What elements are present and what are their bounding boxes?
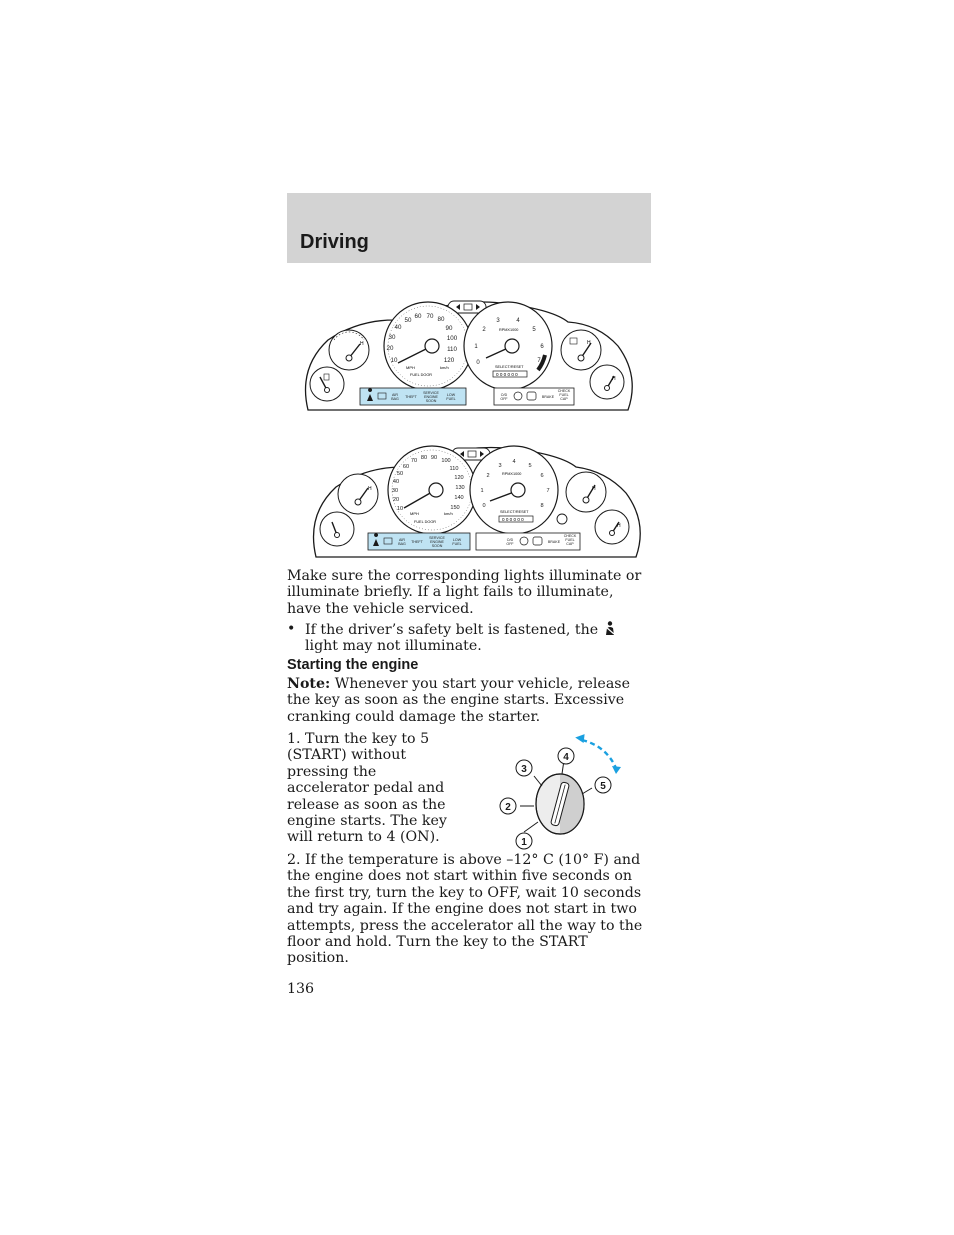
tach-tick: 2 — [482, 327, 486, 333]
speedo-tick: 90 — [445, 325, 453, 332]
tach-tick: 3 — [498, 463, 502, 469]
warn-airbag: AIR BAG — [398, 538, 406, 546]
speedo-tick: 30 — [388, 334, 396, 341]
speedo-tick: 120 — [454, 475, 464, 481]
speedo-tick: 150 — [450, 505, 460, 511]
tach-tick: 2 — [486, 473, 490, 479]
ignition-position-4: 4 — [563, 752, 569, 763]
warn-theft: THEFT — [405, 395, 417, 399]
speedo-tick: 40 — [394, 324, 402, 331]
page-number: 136 — [287, 981, 315, 997]
seatbelt-icon — [603, 621, 617, 636]
tach-tick: 5 — [532, 327, 536, 333]
svg-text:H: H — [612, 376, 616, 382]
tach-tick: 0 — [476, 360, 480, 366]
tach-tick: 6 — [540, 344, 544, 350]
speedo-tick: 50 — [396, 471, 404, 477]
tach-tick: 3 — [496, 318, 500, 324]
speedo-tick: 60 — [402, 464, 410, 470]
ignition-position-5: 5 — [600, 781, 606, 792]
warn-lowfuel: LOW FUEL — [452, 538, 462, 546]
ignition-switch-diagram — [494, 730, 624, 856]
tach-tick: 7 — [546, 488, 550, 494]
svg-text:H: H — [592, 486, 596, 492]
note-text: Whenever you start your vehicle, release the key as soon as the engine starts. Excessive cranking could damage the starter. — [287, 676, 630, 725]
note-paragraph — [287, 676, 651, 725]
odometer: 0 0 0 0 0 0 — [496, 372, 518, 377]
tach-label: RPMX1000 — [499, 328, 519, 332]
intro-paragraph: Make sure the corresponding lights illuminate or illuminate briefly. If a light fails to illuminate, have the vehicle serviced. — [287, 568, 642, 617]
warn-od-off: O/D OFF — [500, 393, 508, 401]
odometer: 0 0 0 0 0 0 — [502, 517, 524, 522]
tach-tick: 5 — [528, 463, 532, 469]
step-1: 1. Turn the key to 5 (START) without pressing the accelerator pedal and release as soon as the engine starts. The key will return to 4 (ON). — [287, 731, 447, 846]
speedo-tick: 140 — [454, 495, 464, 501]
warn-theft: THEFT — [411, 540, 423, 544]
speedo-unit-km: km/h — [444, 511, 453, 516]
speedo-tick: 130 — [455, 485, 465, 491]
warn-service: SERVICE ENGINE SOON — [423, 391, 439, 403]
tach-tick: 0 — [482, 503, 486, 509]
warn-brake: BRAKE — [541, 395, 555, 399]
speedo-unit-km: km/h — [440, 365, 449, 370]
bullet-text-before: If the driver’s safety belt is fastened, the — [305, 622, 599, 638]
fuel-door-label: FUEL DOOR — [414, 520, 437, 524]
warn-lowfuel: LOW FUEL — [446, 393, 456, 401]
svg-text:H: H — [587, 340, 591, 346]
speedo-tick: 110 — [447, 346, 457, 353]
section-title: Driving — [300, 231, 369, 253]
warn-airbag: AIR BAG — [391, 393, 399, 401]
tach-tick: 4 — [516, 318, 520, 324]
speedo-tick: 60 — [414, 313, 422, 320]
speedo-tick: 80 — [420, 455, 428, 461]
ignition-position-3: 3 — [521, 764, 527, 775]
note-label: Note: — [287, 676, 331, 692]
speedo-tick: 30 — [391, 488, 399, 494]
warn-service: SERVICE ENGINE SOON — [429, 536, 445, 548]
speedo-tick: 100 — [441, 458, 451, 464]
instrument-cluster-diagram-top — [298, 298, 638, 414]
speedo-tick: 120 — [443, 357, 455, 364]
turn-arrow — [582, 740, 616, 768]
tach-tick: 7 — [537, 358, 541, 364]
speedo-tick: 100 — [446, 335, 458, 342]
speedo-tick: 20 — [392, 497, 400, 503]
warn-od-off: O/D OFF — [506, 538, 514, 546]
ignition-position-2: 2 — [505, 802, 511, 813]
speedo-tick: 10 — [396, 506, 404, 512]
bullet-dot: • — [287, 621, 296, 637]
step-2-text: 2. If the temperature is above –12° C (10° F) and the engine does not start within five seconds on the first try, turn the key to OFF, wait 10 seconds and try again. If the engine does not start in two attempts, press the accelerator all the way to the floor and hold. Turn the key to the START position. — [287, 852, 643, 967]
speedo-tick: 70 — [410, 458, 418, 464]
step-2 — [287, 852, 651, 967]
tach-label: RPMX1000 — [502, 472, 522, 476]
tach-tick: 6 — [540, 473, 544, 479]
speedo-tick: 50 — [404, 317, 412, 324]
tach-tick: 1 — [474, 344, 478, 350]
select-reset-label: SELECT/RESET — [495, 365, 524, 369]
speedo-tick: 80 — [437, 316, 445, 323]
speedo-unit: MPH — [410, 511, 419, 516]
svg-text:H: H — [360, 341, 364, 347]
instrument-cluster-diagram-bottom — [306, 445, 644, 561]
svg-text:H: H — [368, 486, 372, 492]
warn-check-fuel-cap: CHECK FUEL CAP — [557, 389, 571, 401]
speedo-unit: MPH — [406, 365, 415, 370]
speedo-tick: 90 — [430, 455, 438, 461]
fuel-door-label: FUEL DOOR — [410, 373, 433, 377]
warn-brake: BRAKE — [547, 540, 561, 544]
tach-tick: 4 — [512, 459, 516, 465]
tach-tick: 1 — [480, 488, 484, 494]
tach-tick: 8 — [540, 503, 544, 509]
speedo-tick: 10 — [390, 357, 398, 364]
speedo-tick: 40 — [392, 479, 400, 485]
speedo-tick: 110 — [449, 466, 459, 472]
bullet-text-after: light may not illuminate. — [305, 638, 482, 655]
select-reset-label: SELECT/RESET — [500, 510, 529, 514]
speedo-tick: 20 — [386, 345, 394, 352]
svg-text:H: H — [617, 523, 621, 529]
speedo-tick: 70 — [426, 313, 434, 320]
ignition-position-1: 1 — [521, 837, 527, 848]
subhead-starting-engine: Starting the engine — [287, 657, 419, 673]
warn-check-fuel-cap: CHECK FUEL CAP — [563, 534, 577, 546]
